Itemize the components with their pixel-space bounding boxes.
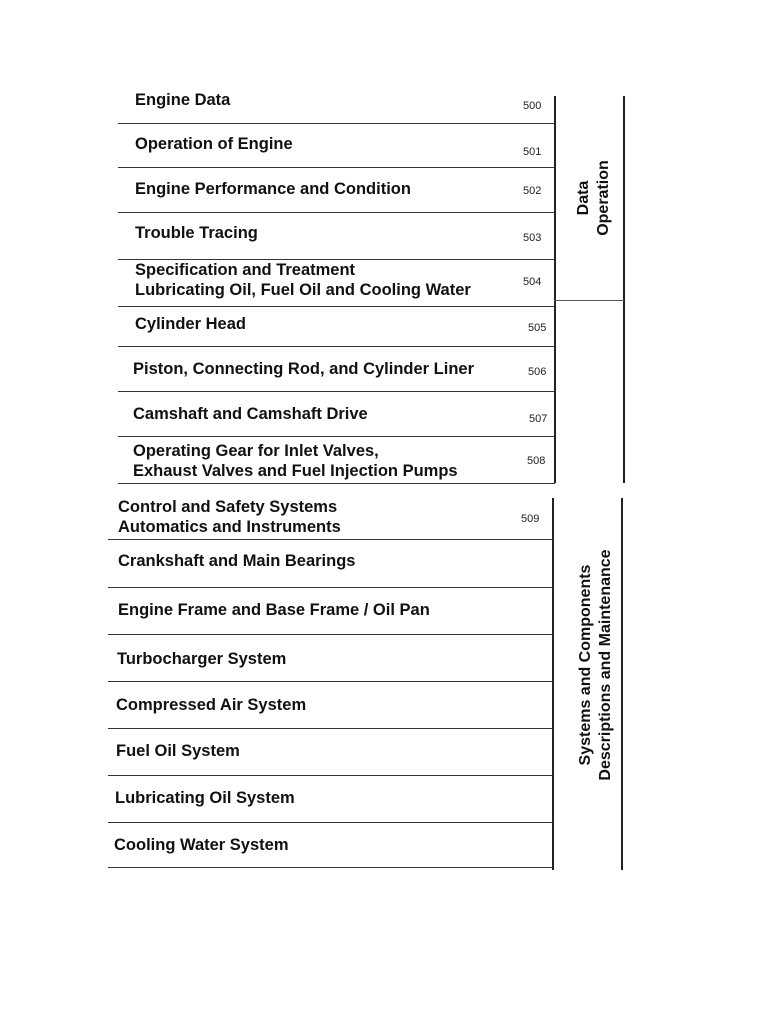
toc-title: Crankshaft and Main Bearings (118, 552, 356, 570)
toc-title: Trouble Tracing (135, 224, 258, 242)
toc-title: Specification and Treatment Lubricating Oil, Fuel Oil and Cooling Water (135, 261, 471, 299)
toc-number: 504 (523, 276, 542, 288)
toc-row-cooling-water[interactable] (108, 823, 553, 868)
toc-title: Operating Gear for Inlet Valves, Exhaust Valves and Fuel Injection Pumps (133, 442, 458, 480)
toc-title: Engine Performance and Condition (135, 180, 411, 198)
toc-number: 507 (529, 413, 548, 425)
toc-number: 503 (523, 232, 542, 244)
toc-number: 501 (523, 146, 542, 158)
toc-row-lubricating-oil[interactable] (108, 776, 553, 823)
toc-title: Lubricating Oil System (115, 789, 295, 807)
toc-row-502[interactable] (118, 168, 555, 213)
toc-number: 506 (528, 366, 547, 378)
toc-title: Piston, Connecting Rod, and Cylinder Liner (133, 360, 475, 378)
toc-title: Control and Safety Systems Automatics and Instruments (118, 498, 341, 536)
toc-title: Turbocharger System (117, 650, 287, 668)
section-separator-line (554, 300, 624, 301)
toc-row-fuel-oil[interactable] (108, 729, 553, 776)
toc-number: 505 (528, 322, 547, 334)
toc-row-turbocharger[interactable] (108, 635, 553, 682)
toc-title: Engine Data (135, 91, 231, 109)
toc-row-503[interactable] (118, 213, 555, 260)
toc-row-506[interactable] (118, 347, 555, 392)
toc-title: Operation of Engine (135, 135, 293, 153)
toc-row-500[interactable] (118, 86, 555, 124)
toc-number: 509 (521, 513, 540, 525)
toc-row-508[interactable] (118, 437, 555, 484)
section-outer-line (623, 96, 625, 483)
section-data-operation (118, 86, 626, 486)
toc-title: Cooling Water System (114, 836, 289, 854)
section-outer-line (621, 498, 623, 870)
toc-title: Camshaft and Camshaft Drive (133, 405, 368, 423)
toc-number: 508 (527, 455, 546, 467)
section-label-data-operation: Data Operation (575, 160, 612, 236)
toc-title: Fuel Oil System (116, 742, 240, 760)
section-label-systems-components: Systems and Components Descriptions and Maintenance (577, 549, 614, 781)
toc-row-compressed-air[interactable] (108, 682, 553, 729)
section-systems-components (108, 490, 628, 875)
toc-number: 500 (523, 100, 542, 112)
toc-row-504[interactable] (118, 260, 555, 307)
toc-row-505[interactable] (118, 307, 555, 347)
toc-title: Compressed Air System (116, 696, 307, 714)
toc-title: Engine Frame and Base Frame / Oil Pan (118, 601, 430, 619)
toc-row-engine-frame[interactable] (108, 588, 553, 635)
toc-title: Cylinder Head (135, 315, 246, 333)
toc-row-crankshaft[interactable] (108, 540, 553, 588)
toc-row-507[interactable] (118, 392, 555, 437)
toc-row-501[interactable] (118, 124, 555, 168)
toc-row-509[interactable] (108, 490, 553, 540)
toc-number: 502 (523, 185, 542, 197)
